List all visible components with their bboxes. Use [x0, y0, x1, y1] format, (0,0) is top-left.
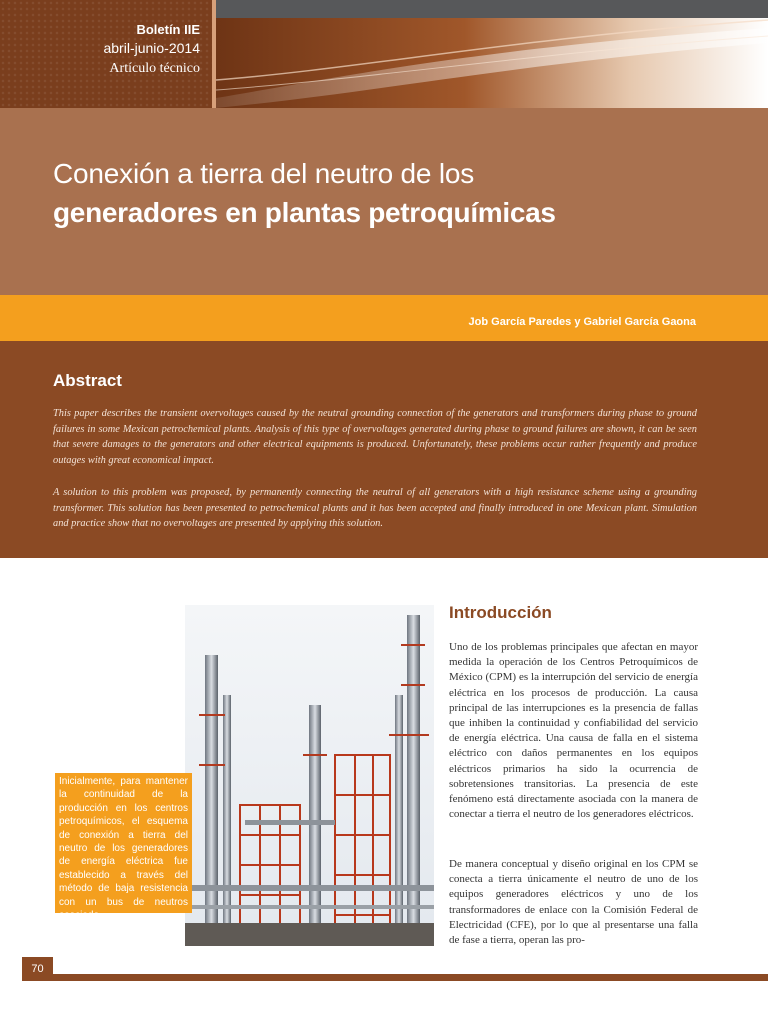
header-top-strip	[216, 0, 768, 18]
section-label: Artículo técnico	[109, 61, 200, 76]
abstract-paragraph-2: A solution to this problem was proposed, by permanently connecting the neutral of all generators with a high resistance scheme using a grounding transformer. This solution has been presented to petrochemical plants and it has been accepted and finally introduced in one Mexican plant. Simulation and practice show that no overvoltages are presented by applying this solution.	[53, 487, 697, 530]
journal-name: Boletín IIE	[136, 22, 200, 37]
page-number: 70	[22, 957, 53, 981]
abstract-paragraph-1: This paper describes the transient overvoltages caused by the neutral grounding connection of the generators and transformers during phase to ground failures in some Mexican petrochemical plants. Analysis of this type of overvoltages generated during phase to ground failures are shown, it can be seen that severe damages to the generators and other electrical equipments is produced. Unfortunately, these problems occur rather frequently and produce outages with great economical impact.	[53, 408, 697, 466]
intro-paragraph-1: Uno de los problemas principales que afectan en mayor medida la operación de los Centros Petroquímicos de México (CPM) es la interrupción del servicio de energía eléctrica en los procesos de producción. La causa principal de las interrupciones es la presencia de fallas que inhiben la continuidad y confiabilidad del servicio de energía eléctrica. Una causa de falla en el sistema eléctrico con daños permanentes en los equipos eléctricos primarios ha sido la ocurrencia de sobretensiones transitorias. La presencia de este fenómeno está directamente asociada con la manera de conectar a tierra el neutro de los generadores eléctricos.	[449, 641, 698, 821]
article-title-line1: Conexión a tierra del neutro de los	[53, 158, 475, 189]
article-title-line2: generadores en plantas petroquímicas	[53, 197, 556, 228]
petrochemical-plant-photo	[185, 605, 434, 946]
header-wave-graphic	[216, 18, 768, 108]
image-caption: Inicialmente, para mantener la continuidad de la producción en los centros petroquímicos, el esquema de conexión a tierra del neutro de los generadores de energía eléctrica fue establecido a través del método de baja resistencia con un bus de neutros asociado.	[55, 773, 192, 913]
introduction-heading: Introducción	[449, 603, 552, 622]
authors: Job García Paredes y Gabriel García Gaona	[468, 316, 696, 328]
abstract-heading: Abstract	[53, 371, 122, 390]
header-masthead	[0, 0, 212, 108]
intro-paragraph-2: De manera conceptual y diseño original en los CPM se conecta a tierra únicamente el neutro de uno de los equipos generadores eléctricos y uno de los transformadores de enlace con la Comisión Federal de Electricidad (CFE), por lo que al presentarse una falla de fase a tierra, operan las pro-	[449, 858, 698, 947]
issue-date: abril-junio-2014	[103, 40, 200, 56]
footer-rule	[53, 974, 768, 981]
